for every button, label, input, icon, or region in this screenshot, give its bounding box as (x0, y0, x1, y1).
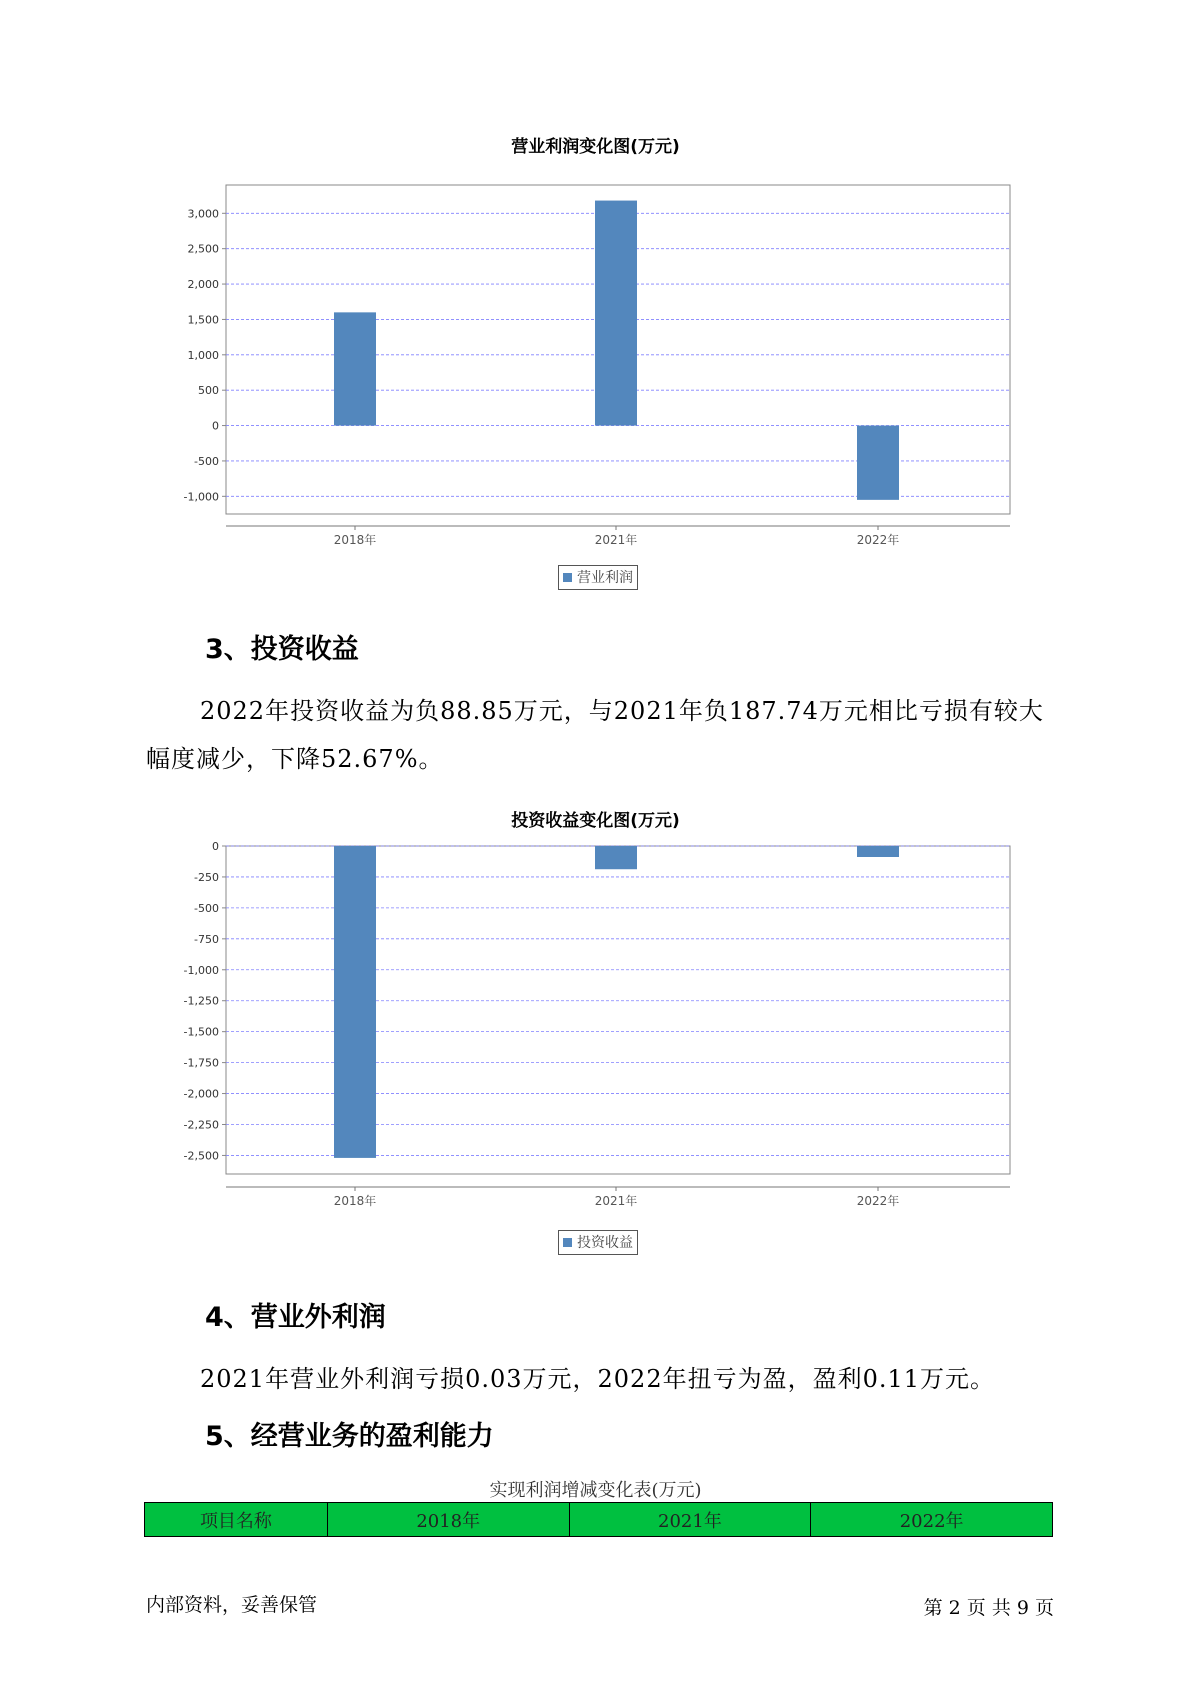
y-tick-label: 0 (212, 419, 219, 433)
chart2-legend-label: 投资收益 (577, 1235, 633, 1251)
y-tick-label: -1,000 (183, 490, 219, 504)
chart1-legend-label: 营业利润 (577, 570, 633, 586)
section3-paragraph: 2022年投资收益为负88.85万元，与2021年负187.74万元相比亏损有较大幅度减少，下降52.67%。 (146, 697, 1044, 773)
y-tick-label: 0 (212, 840, 219, 853)
table-header-cell: 2021年 (569, 1503, 811, 1537)
y-tick-label: -500 (194, 454, 219, 468)
legend-swatch (563, 1238, 572, 1247)
table-header-cell: 2022年 (811, 1503, 1053, 1537)
y-tick-label: -1,000 (183, 963, 219, 977)
y-tick-label: 500 (198, 384, 219, 398)
table-header-cell: 项目名称 (145, 1503, 328, 1537)
y-tick-label: 2,000 (187, 278, 219, 292)
y-tick-label: -750 (194, 932, 219, 946)
section3-heading: 3、投资收益 (205, 634, 359, 665)
footer-confidential-note: 内部资料，妥善保管 (146, 1594, 318, 1616)
operating-profit-chart (0, 160, 1191, 547)
y-tick-label: -2,500 (183, 1149, 219, 1163)
y-tick-label: 1,500 (187, 313, 219, 327)
section5-heading: 5、经营业务的盈利能力 (205, 1421, 494, 1452)
y-tick-label: -1,250 (183, 994, 219, 1008)
y-tick-label: 2,500 (187, 242, 219, 256)
x-tick-label: 2018年 (333, 1194, 377, 1208)
legend-swatch (563, 573, 572, 582)
table-header-cell: 2018年 (327, 1503, 569, 1537)
x-tick-label: 2022年 (856, 533, 900, 547)
y-tick-label: -1,500 (183, 1025, 219, 1039)
chart1-title: 营业利润变化图(万元) (511, 137, 680, 157)
bar-2022年 (857, 426, 899, 500)
y-tick-label: 3,000 (187, 207, 219, 221)
y-tick-label: -1,750 (183, 1056, 219, 1070)
y-tick-label: -250 (194, 870, 219, 884)
chart2-title: 投资收益变化图(万元) (511, 811, 680, 831)
section4-paragraph: 2021年营业外利润亏损0.03万元，2022年扭亏为盈，盈利0.11万元。 (200, 1365, 996, 1393)
bar-2021年 (595, 846, 637, 869)
profit-change-table (144, 1502, 1053, 1537)
y-tick-label: 1,000 (187, 348, 219, 362)
x-tick-label: 2021年 (594, 533, 638, 547)
table-header-row (145, 1503, 1053, 1537)
bar-2021年 (595, 201, 637, 426)
footer-page-number: 第 2 页 共 9 页 (923, 1597, 1054, 1619)
y-tick-label: -2,250 (183, 1118, 219, 1132)
x-tick-label: 2021年 (594, 1194, 638, 1208)
bar-2018年 (334, 846, 376, 1158)
section4-heading: 4、营业外利润 (205, 1302, 386, 1333)
chart1-legend (558, 565, 638, 590)
bar-2022年 (857, 846, 899, 857)
y-tick-label: -2,000 (183, 1087, 219, 1101)
investment-income-chart (0, 835, 1191, 1208)
chart2-legend (558, 1230, 638, 1255)
x-tick-label: 2018年 (333, 533, 377, 547)
y-tick-label: -500 (194, 901, 219, 915)
x-tick-label: 2022年 (856, 1194, 900, 1208)
table-title: 实现利润增减变化表(万元) (489, 1480, 702, 1501)
bar-2018年 (334, 312, 376, 425)
